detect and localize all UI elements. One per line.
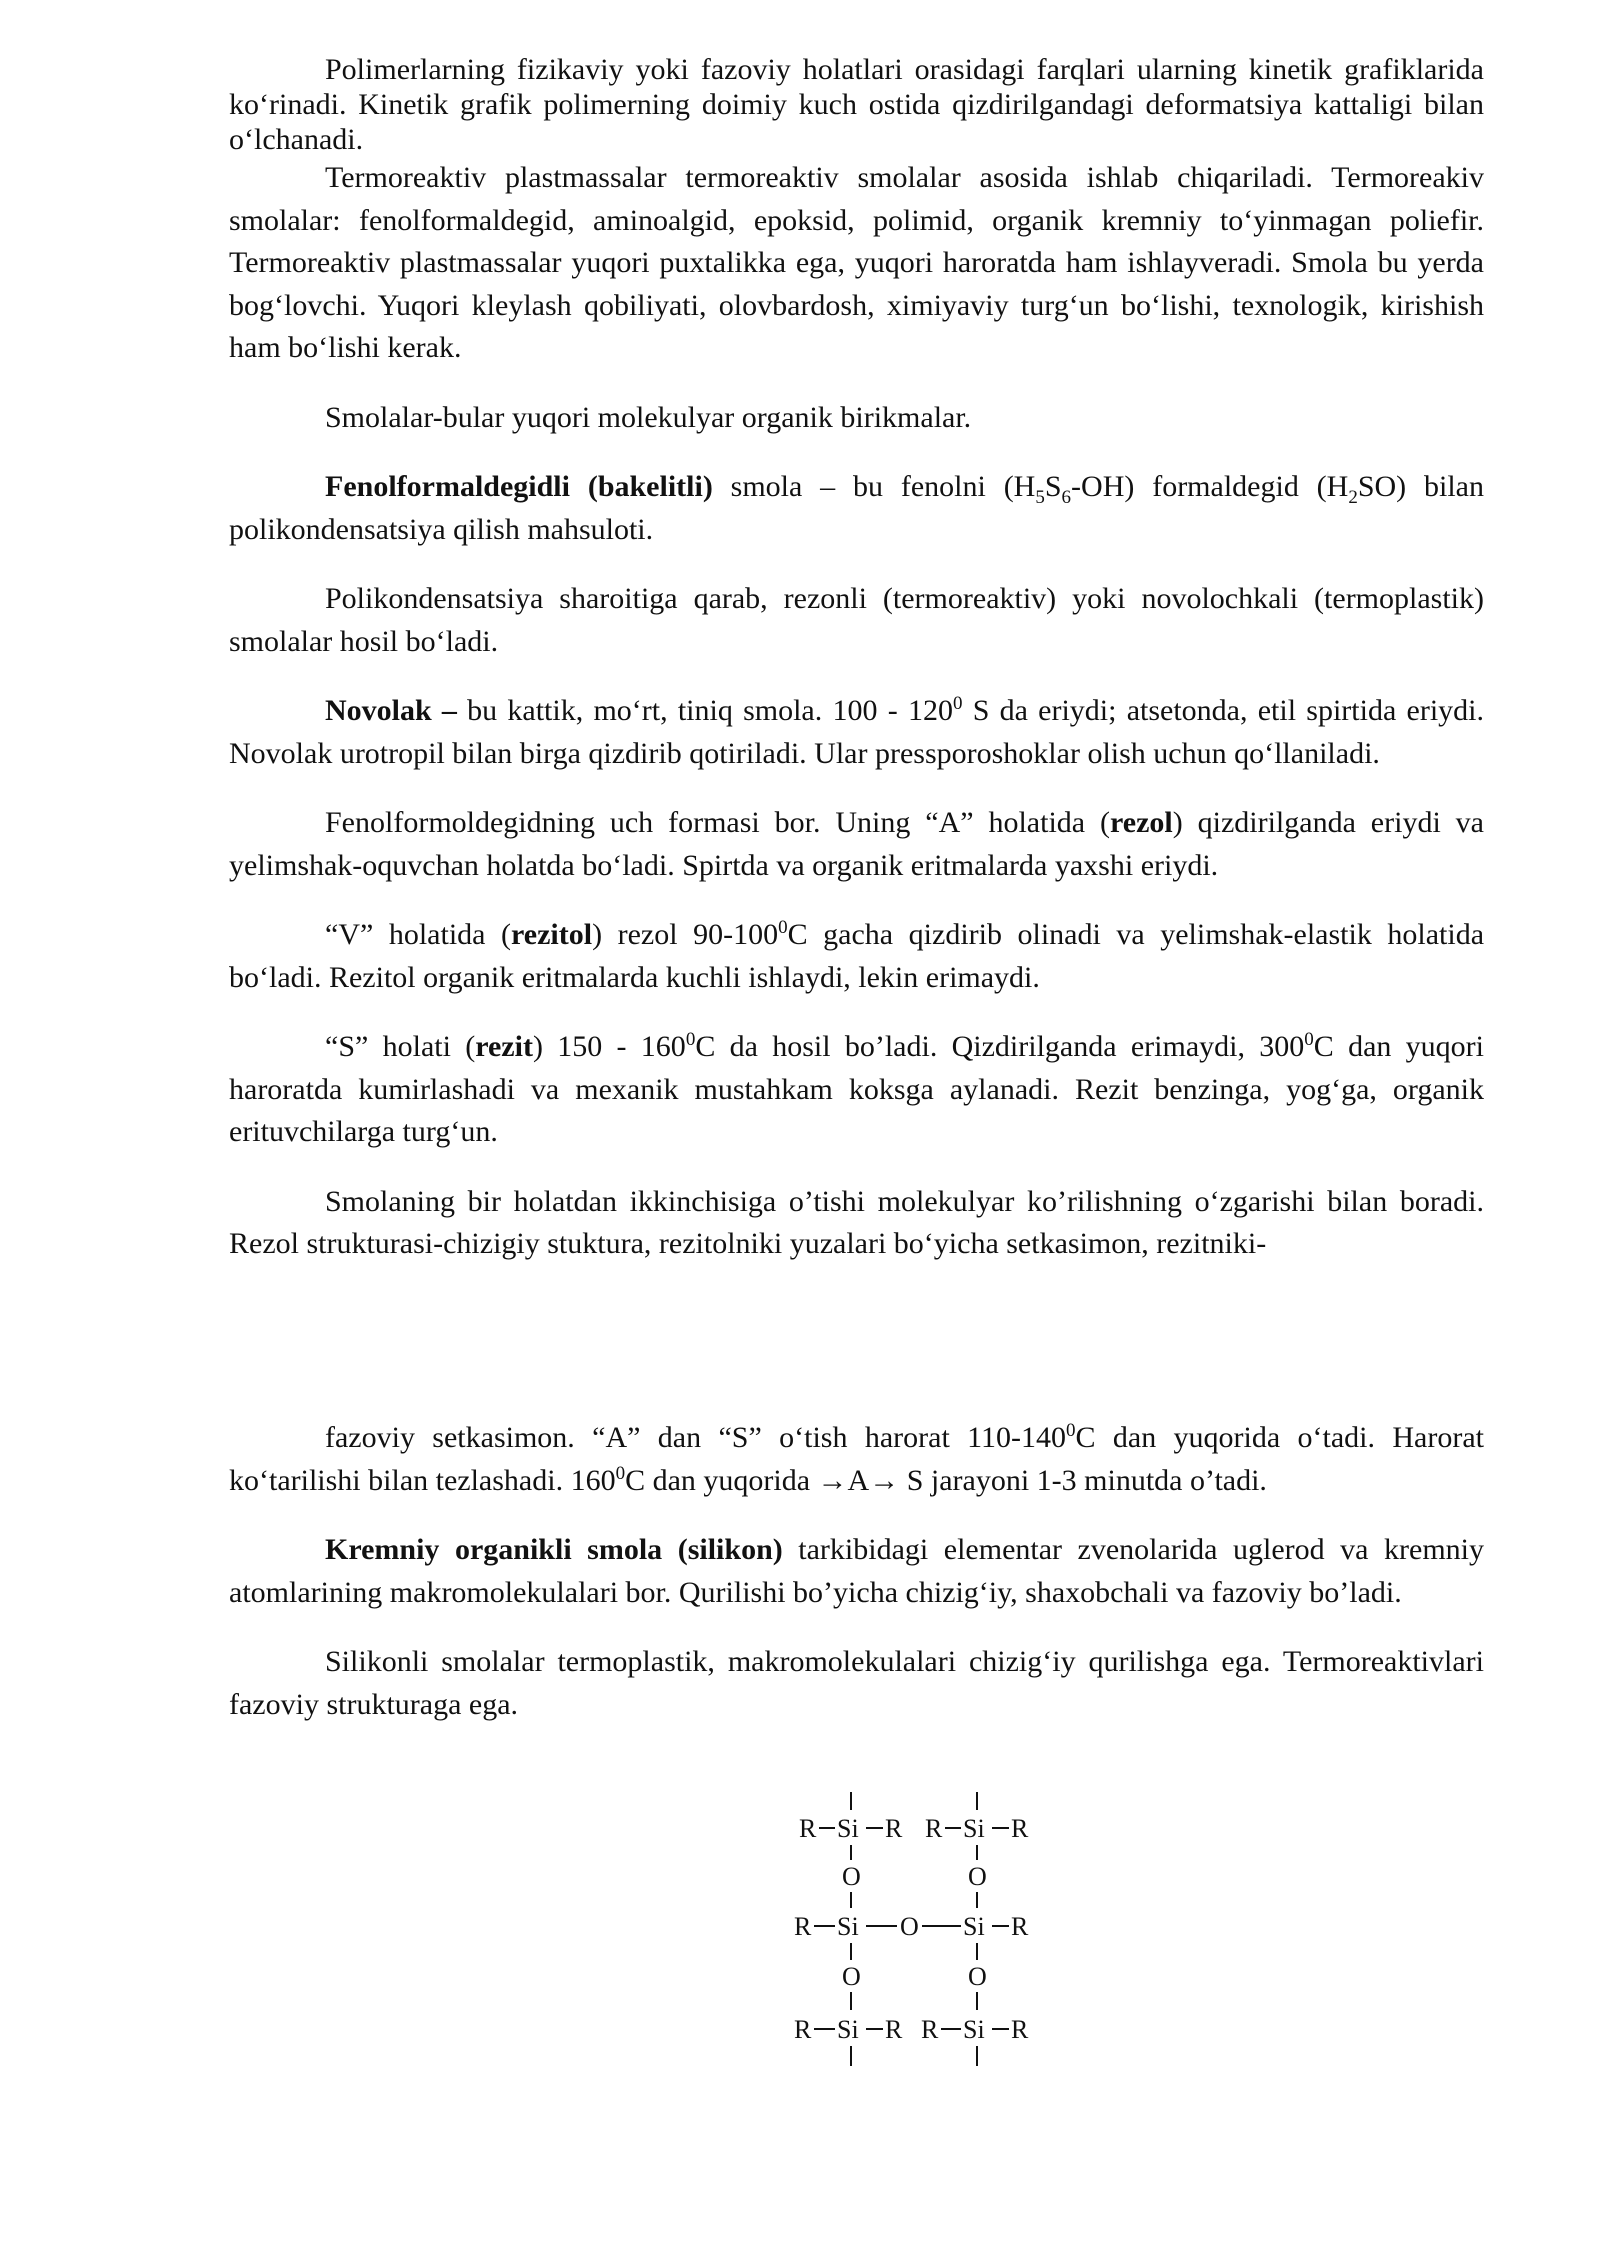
- atom-r: R: [925, 1814, 943, 1843]
- atom-o: O: [842, 1862, 861, 1891]
- term-rezit: rezit: [475, 1030, 533, 1063]
- paragraph-silicone-resin: Kremniy organikli smola (silikon) tarkibidagi elementar zvenolarida uglerod va kremniy atomlarining makromolekulalari bor. Qurilishi bo’yicha chizig‘iy, shaxobchali va fazoviy bo’ladi.: [229, 1533, 1484, 1609]
- paragraph-kinetic-graphs: Polimerlarning fizikaviy yoki fazoviy holatlari orasidagi farqlari ularning kinetik grafiklarida ko‘rinadi. Kinetik grafik polimerning doimiy kuch ostida qizdirilgandagi deformatsiya kattaligi bilan o‘lchanadi.: [229, 53, 1484, 156]
- term-silikon: Kremniy organikli smola (silikon): [325, 1533, 783, 1566]
- term-rezol: rezol: [1109, 806, 1173, 839]
- atom-r: R: [921, 2015, 939, 2044]
- paragraph-novolak: Novolak – bu kattik, mo‘rt, tiniq smola. $100 - 120^0$ S da eriydi; atsetonda, etil spirtida eriydi. Novolak urotropil bilan birga qizdirib qotiriladi. Ular pressporoshoklar olish uchun qo‘llaniladi.: [229, 693, 1484, 770]
- paragraph-structure-transition: Smolaning bir holatdan ikkinchisiga o’tishi molekulyar ko’rilishning o‘zgarishi bilan boradi. Rezol strukturasi-chizigiy stuktura, rezitolniki yuzalari bo‘yicha setkasimon, rezitniki-: [229, 1184, 1484, 1260]
- paragraph-transition-temperature: fazoviy setkasimon. “A” dan “S” o‘tish harorat $110-140^0C$ dan yuqorida o‘tadi. Harorat ko‘tarilishi bilan tezlashadi. $160^0C$ dan yuqorida →A→ S jarayoni 1-3 minutda o’tadi.: [229, 1420, 1484, 1497]
- siloxane-structure-diagram: [790, 1790, 1060, 2090]
- atom-si: Si: [963, 1912, 985, 1941]
- paragraph-resitol: “V” holatida (rezitol) rezol $90-100^0C$ gacha qizdirib olinadi va yelimshak-elastik holatida bo‘ladi. Rezitol organik eritmalarda kuchli ishlaydi, lekin erimaydi.: [229, 917, 1485, 994]
- paragraph-polycondensation: Polikondensatsiya sharoitiga qarab, rezonli (termoreaktiv) yoki novolochkali (termoplastik) smolalar hosil bo‘ladi.: [229, 582, 1484, 658]
- atom-r: R: [1011, 1814, 1029, 1843]
- atom-r: R: [885, 1814, 903, 1843]
- paragraph-resol: Fenolformoldegidning uch formasi bor. Uning “A” holatida (rezol) qizdirilganda eriydi va yelimshak-oquvchan holatda bo‘ladi. Spirtda va organik eritmalarda yaxshi eriydi.: [229, 806, 1484, 882]
- atom-r: R: [1011, 1912, 1029, 1941]
- atom-o: O: [842, 1962, 861, 1991]
- term-bakelite: Fenolformaldegidli (bakelitli): [325, 470, 713, 503]
- paragraph-phenol-formaldehyde: Fenolformaldegidli (bakelitli) smola – bu fenolni $(H_5S_6-OH)$ formaldegid $(H_2SO)$ bilan polikondensatsiya qilish mahsuloti.: [229, 470, 1484, 546]
- atom-si: Si: [837, 1912, 859, 1941]
- atom-o: O: [968, 1862, 987, 1891]
- page-top: [229, 52, 1484, 1266]
- term-novolak: Novolak –: [325, 694, 457, 727]
- paragraph-resins-definition: Smolalar-bular yuqori molekulyar organik birikmalar.: [325, 400, 972, 434]
- atom-o: O: [900, 1912, 919, 1941]
- atom-r: R: [885, 2015, 903, 2044]
- atom-r: R: [794, 1912, 812, 1941]
- paragraph-resit: “S” holati (rezit) $150 - 160^0C$ da hosil bo’ladi. Qizdirilganda erimaydi, $300^0C$ dan yuqori haroratda kumirlashadi va mexanik mustahkam koksga aylanadi. Rezit benzinga, yog‘ga, organik erituvchilarga turg‘un.: [229, 1029, 1484, 1148]
- atom-si: Si: [963, 1814, 985, 1843]
- term-rezitol: rezitol: [511, 918, 593, 951]
- atom-o: O: [968, 1962, 987, 1991]
- atom-si: Si: [963, 2015, 985, 2044]
- atom-r: R: [794, 2015, 812, 2044]
- atom-si: Si: [837, 2015, 859, 2044]
- page-bottom: [229, 1417, 1484, 1726]
- atom-si: Si: [837, 1814, 859, 1843]
- atom-r: R: [1011, 2015, 1029, 2044]
- paragraph-thermoreactive-plastics: Termoreaktiv plastmassalar termoreaktiv smolalar asosida ishlab chiqariladi. Termoreakiv smolalar: fenolformaldegid, aminoalgid, epoksid, polimid, organik kremniy to‘yinmagan poliefir. Termoreaktiv plastmassalar yuqori puxtalikka ega, yuqori haroratda ham ishlayveradi. Smola bu yerda bog‘lovchi. Yuqori kleylash qobiliyati, olovbardosh, ximiyaviy turg‘un bo‘lishi, texnologik, kirishish ham bo‘lishi kerak.: [229, 161, 1484, 364]
- atom-r: R: [799, 1814, 817, 1843]
- paragraph-silicone-types: Silikonli smolalar termoplastik, makromolekulalari chizig‘iy qurilishga ega. Termoreaktivlari fazoviy strukturaga ega.: [229, 1645, 1484, 1721]
